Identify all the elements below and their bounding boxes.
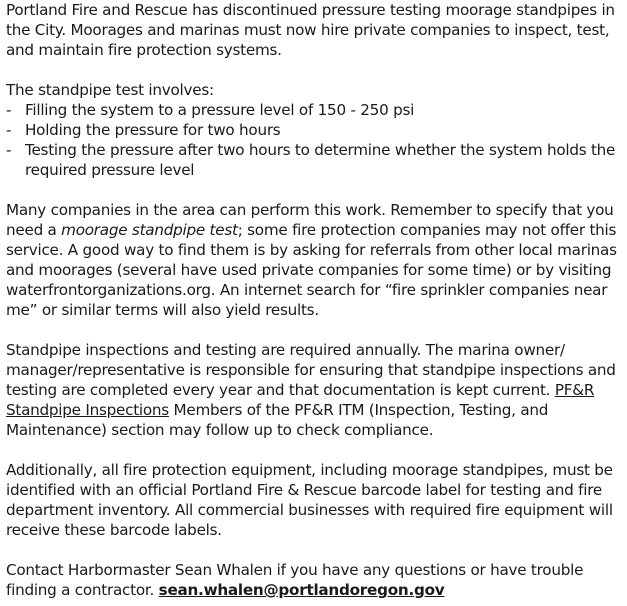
companies-paragraph xyxy=(6,200,624,320)
inspections-text-after: Members of the PF&R ITM (Inspection, Testing, and Maintenance) section may follow up to check compliance. xyxy=(6,401,549,439)
companies-text-after: ; some fire protection companies may not offer this service. A good way to find them is by asking for referrals from other local marinas and moorages (several have used private companies for some time) or by visiting waterfrontorganizations.org. An internet search for “fire sprinkler companies near me” or similar terms will also yield results. xyxy=(6,221,617,319)
intro-paragraph: Portland Fire and Rescue has discontinued pressure testing moorage standpipes in the City. Moorages and marinas must now hire private companies to inspect, test, and maintain fire protection systems. xyxy=(6,1,615,59)
harbormaster-email-link[interactable]: sean.whalen@portlandoregon.gov xyxy=(158,581,445,599)
list-item-text: Testing the pressure after two hours to determine whether the system holds the required pressure level xyxy=(25,141,616,179)
moorage-standpipe-test-emphasis: moorage standpipe test xyxy=(61,221,238,239)
list-item-text: Filling the system to a pressure level of 150 - 250 psi xyxy=(25,101,415,119)
list-item-text: Holding the pressure for two hours xyxy=(25,121,281,139)
list-dash: - xyxy=(6,141,12,159)
inspections-paragraph xyxy=(6,340,624,440)
list-dash: - xyxy=(6,101,12,119)
standpipe-test-section xyxy=(6,80,624,180)
companies-text-before: Many companies in the area can perform this work. Remember to specify that you need a xyxy=(6,201,614,239)
list-item xyxy=(6,100,624,120)
list-dash: - xyxy=(6,121,12,139)
barcode-paragraph: Additionally, all fire protection equipment, including moorage standpipes, must be identified with an official Portland Fire & Rescue barcode label for testing and fire department inventory. All commercial businesses with required fire equipment will receive these barcode labels. xyxy=(6,461,613,539)
contact-paragraph xyxy=(6,560,624,600)
contact-text: Contact Harbormaster Sean Whalen if you have any questions or have trouble finding a contractor. xyxy=(6,561,584,599)
document-body xyxy=(6,0,624,600)
inspections-text-before: Standpipe inspections and testing are required annually. The marina owner/ manager/representative is responsible for ensuring that standpipe inspections and testing are completed every year and that documentation is kept current. xyxy=(6,341,616,399)
pfr-standpipe-inspections-link[interactable]: PF&R Standpipe Inspections xyxy=(6,381,595,419)
list-item xyxy=(6,120,624,140)
list-item xyxy=(6,140,624,180)
standpipe-test-list xyxy=(6,100,624,180)
standpipe-test-intro: The standpipe test involves: xyxy=(6,81,214,99)
